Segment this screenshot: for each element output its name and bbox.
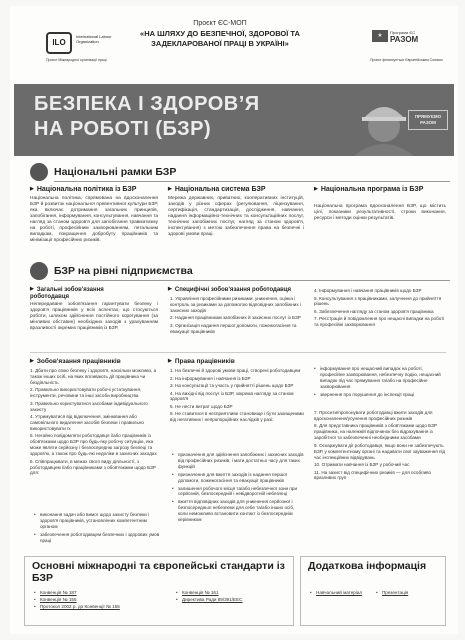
extra-info-list-left	[310, 590, 370, 597]
worker-duties-list	[30, 368, 160, 478]
convention-link[interactable]: • Конвенція № 161	[176, 590, 288, 596]
standards-list-left	[34, 590, 154, 611]
list-item: 2. Надання працівникам запобіжних й захисних послуг із БЗР	[170, 315, 301, 321]
project-title: «НА ШЛЯХУ ДО БЕЗПЕЧНОЇ, ЗДОРОВОЇ ТА ЗАДЕКЛАРОВАНОЇ ПРАЦІ В УКРАЇНІ»	[140, 29, 300, 48]
convention-link[interactable]: • Конвенція № 155	[34, 597, 154, 603]
list-item: 1. Дбати про свою безпеку і здоров'я, наскільки можливо, а також інших осіб, на яких впливають дії працівника чи бездіяльність	[30, 368, 157, 385]
list-item: 3. Правильно користуватися засобами індивідуального захисту	[30, 400, 148, 412]
project-label: Проєкт ЄС-МОП	[193, 20, 247, 27]
title-banner	[14, 84, 454, 156]
list-item: 6. Не ставитися в несприятливе становище і бути захищеними від негативних і непропорційних наслідків у разі:	[170, 411, 304, 423]
header	[10, 6, 458, 78]
project-block	[120, 20, 320, 49]
extra-info-heading: Додаткова інформація	[308, 560, 427, 572]
training-material-link[interactable]: • Навчальний матеріал	[310, 590, 370, 596]
list-item: • призначення для вжиття заходів із надання першої допомоги, пожежогасіння та евакуації працівників	[172, 472, 304, 484]
divider	[54, 181, 450, 182]
specific-duties-list	[170, 296, 302, 336]
national-system-text: Мережа державних, приватних, кооперативних інституцій, заходів у різних сферах (регулювання, ліцензування, сертифікація, стандартизація, дослідження, навчання, надання інформаційно-технічних та консультаційних послуг, технічних запобіжних послуг, нагляд за станом здоров'я, інспектування) з метою забезпечення права на безпечні і здорові умови праці.	[168, 196, 304, 237]
ilo-subtitle: Проєкт Міжнародної організації праці	[46, 58, 107, 62]
national-policy-title: ▶ Національна політика із БЗР	[30, 186, 136, 193]
list-item: • призначення для здійснення запобіжних і захисних заходів від професійних ризиків, і мати достатньо часу для таких функцій	[172, 452, 304, 470]
enterprise-heading: БЗР на рівні підприємства	[54, 265, 193, 277]
directive-link[interactable]: • Директива Ради 89/391/ЕЕС	[176, 597, 288, 603]
protocol-link[interactable]: • Протокол 2002 р. до Конвенції № 155	[34, 604, 154, 610]
list-item: • звернення про порушення до інспекції праці	[314, 392, 446, 398]
national-policy-text: Національна політика, спрямована на вдосконалення БЗР й розвиток національної превентивної культури БЗР, яка включає дотримання загальних принципів, запобігання, інформування, консультування, навчання та нагляд за станом здоров'я для запобігання травматизму на роботі, професійним захворюванням, летальним випадкам, покращення добробуту працівників та мінімізації професійних ризиків.	[30, 196, 158, 243]
list-item: 5. Негайно повідомляти роботодавця і/або працівників із обов'язками щодо БЗР про будь-яку робочу ситуацію, яка може являти серйозну і безпосередню загрозу безпеці та здоров'ю, а також про будь-які недоліки в захисних заходах	[30, 433, 157, 457]
general-duties-text: Непередаване зобов'язання гарантувати безпеку і здоров'я працівників у всіх аспектах, що стосуються роботи, шляхом здійснення постійного корегування (за мінливих обставин) необхідних заходів з урахуванням вразливості окремих працівників із БЗР.	[30, 302, 158, 331]
list-item: 6. Співпрацювати, в межах свого виду діяльності, з роботодавцем і/або працівниками з обов'язками щодо БЗР для:	[30, 458, 156, 476]
banner-title	[34, 92, 334, 142]
razom-small: Програма ЄС	[390, 30, 416, 35]
worker-rights-sublist-right	[314, 366, 446, 400]
pryamuyemo-razom-badge: ПРЯМУЄМО РАЗОМ	[408, 110, 448, 130]
list-item: 7. Просити/пропонувати роботодавці вжити заходів для вдосконалення/усунення професійних ризиків	[314, 410, 433, 421]
standards-heading: Основні міжнародні та європейські стандарти із БЗР	[32, 560, 285, 584]
list-item: • виконання задач або вимог щодо захисту безпеки і здоров'я працівників, установлених компетентним органом	[34, 512, 160, 530]
list-item: 4. Інформування і навчання працівників щодо БЗР	[314, 288, 422, 293]
ilo-logo: ILO	[46, 32, 72, 54]
specific-duties-title: ▶ Специфічні зобов'язання роботодавця	[168, 286, 291, 293]
worker-duties-sublist	[34, 512, 160, 546]
razom-big: РАЗОМ	[390, 35, 419, 44]
list-item: • залишення робочого місця та/або небезпечної зони при серйозній, безпосередній і невідворотній небезпеці	[172, 486, 304, 498]
banner-title-line2: НА РОБОТІ (БЗР)	[34, 118, 212, 140]
worker-duties-title: ▶ Зобов'язання працівників	[30, 358, 121, 365]
specific-duties-list-right	[314, 288, 446, 330]
convention-link[interactable]: • Конвенція № 187	[34, 590, 154, 596]
enterprise-icon	[30, 262, 48, 280]
list-item: 10. Отримати навчання із БЗР у робочий час	[314, 462, 410, 468]
worker-rights-sublist	[172, 452, 304, 525]
banner-title-line1: БЕЗПЕКА І ЗДОРОВ’Я	[34, 93, 260, 115]
list-item: • забезпечення роботодавцем безпечних і здорових умов праці	[34, 532, 160, 544]
list-item: 8. Для представника працівників з обов'язками щодо БЗР працівника, на належній відпочинок без відрахування із заробітної та забезпеченні необхідними засобами	[314, 423, 437, 441]
worker-rights-list-right	[314, 410, 446, 483]
list-item: 1. Управління професійними ризиками: уникнення, оцінка і контроль за ризиками за допомогою відповідних запобіжних і захисних заходів	[170, 296, 301, 313]
list-item: 4. На вихідні від послуг із БЗР, зокрема нагляду за станом здоров'я	[170, 390, 294, 402]
list-item: 5. Не нести витрат щодо БЗР	[170, 403, 233, 409]
list-item: 4. Утримуватися від відключення, змінювання або самовільного видалення засобів безпеки і правильно використовувати їх	[30, 414, 144, 431]
list-item: 1. На безпечні й здорові умови праці, створені роботодавцем	[170, 368, 301, 373]
ilo-name: International Labour Organization	[76, 34, 112, 44]
national-heading: Національні рамки БЗР	[54, 166, 177, 178]
document-page	[10, 6, 458, 634]
list-item: 2. Правильно використовувати робочі устаткування, інструменти, речовини та інші засоби виробництва	[30, 387, 142, 399]
list-item: 6. Забезпечення нагляду за станом здоров'я працівника	[314, 308, 434, 314]
list-item: 3. На консультації та участь у прийнятті рішень щодо БЗР	[170, 383, 294, 388]
razom-logo	[390, 30, 418, 44]
worker-rights-title: ▶ Права працівників	[168, 358, 235, 365]
list-item: 7. Реєстрація й повідомлення про нещасні випадки на роботі та професійні захворювання	[314, 316, 445, 328]
national-framework-icon	[30, 163, 48, 181]
presentation-link[interactable]: • Презентація	[376, 590, 442, 596]
list-item: 5. Консультування з працівниками, залучення до прийняття рішень	[314, 295, 442, 307]
list-item: 9. Оскаржувати дії роботодавця, якщо вони не забезпечують БЗР, у компетентному органі та надавати свої зауваження під час інспекційних відвідувань	[314, 442, 446, 460]
national-program-text: Національна програма вдосконалення БЗР, що містить цілі, показники результативності, строки виконання, ресурси і методи оцінки результатів.	[314, 204, 446, 221]
worker-rights-list	[170, 368, 304, 425]
eu-flag-icon: ★	[372, 30, 388, 42]
list-item: 3. Організація надання першої допомоги, пожежогасіння та евакуації працівників	[170, 322, 297, 334]
list-item: 2. На інформування і навчання із БЗР	[170, 375, 251, 381]
national-program-title: ▶ Національна програма із БЗР	[314, 186, 444, 193]
general-duties-title: ▶ Загальні зобов'язання роботодавця	[30, 286, 130, 301]
list-item: 11. На захист від специфічних ризиків — для особливо вразливих груп	[314, 469, 432, 481]
list-item: • вжиття відповідних заходів для уникнення серйозної і безпосередньої небезпеки для себе та/або інших осіб, коли неможливо встановити контакт із безпосереднім керівником	[172, 499, 304, 523]
list-item: • інформування про нещасний випадок на роботі, професійне захворювання, небезпечну подію, нещасний випадок під час прямування та/або на професійне захворювання	[314, 366, 446, 390]
eu-subtitle: Проєкт фінансується Європейським Союзом	[370, 58, 443, 62]
divider	[54, 280, 450, 281]
standards-list-right	[176, 590, 288, 604]
divider	[30, 352, 446, 353]
extra-info-list-right	[376, 590, 442, 597]
national-system-title: ▶ Національна система БЗР	[168, 186, 266, 193]
